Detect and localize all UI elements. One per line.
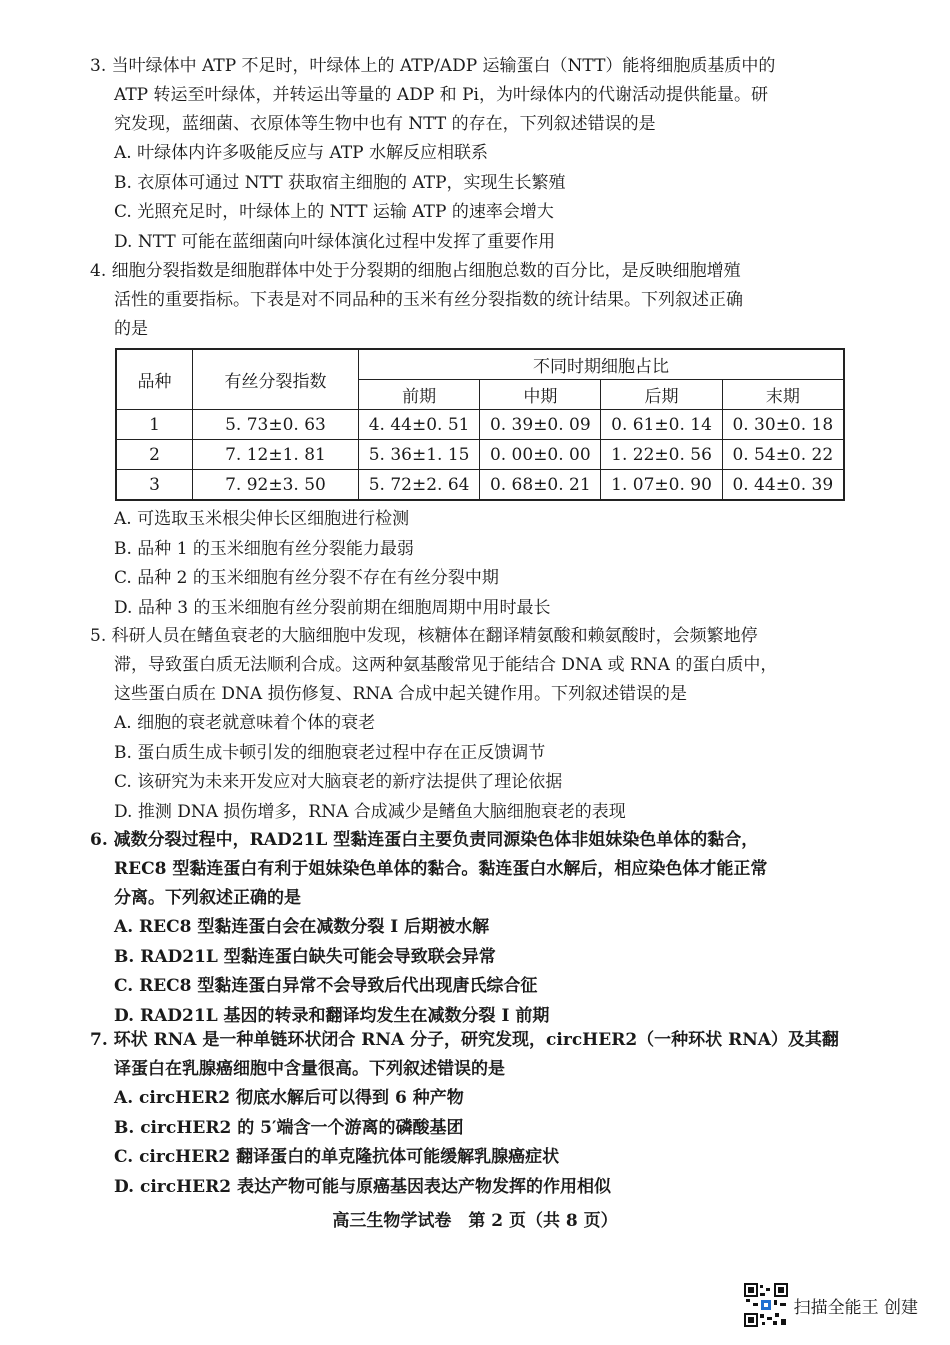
question-4-stem [90,257,860,344]
table-row [116,470,844,501]
question-5 [90,622,860,827]
table-cell: 4. 44±0. 51 [359,410,480,440]
option-b: B. 蛋白质生成卡顿引发的细胞衰老过程中存在正反馈调节 [114,742,546,763]
stem-line: 7. 环状 RNA 是一种单链环状闭合 RNA 分子，研究发现，circHER2（一种环状 RNA）及其翻 [90,1030,839,1050]
table-row [116,410,844,440]
table-cell: 7. 92±3. 50 [193,470,359,501]
option-d: D. 品种 3 的玉米细胞有丝分裂前期在细胞周期中用时最长 [114,597,551,618]
stem-line: 4. 细胞分裂指数是细胞群体中处于分裂期的细胞占细胞总数的百分比，是反映细胞增殖 [90,261,741,281]
question-3 [90,52,860,257]
scanner-label: 扫描全能王 创建 [793,1297,918,1318]
table-cell: 7. 12±1. 81 [193,440,359,470]
table-cell: 5. 73±0. 63 [193,410,359,440]
question-7 [90,1026,860,1202]
table-row [116,440,844,470]
table-cell: 0. 00±0. 00 [480,440,601,470]
stem-line: REC8 型黏连蛋白有利于姐妹染色单体的黏合。黏连蛋白水解后，相应染色体才能正常 [114,859,768,879]
option-d: D. NTT 可能在蓝细菌向叶绿体演化过程中发挥了重要作用 [114,231,556,252]
page-footer: 高三生物学试卷 第 2 页（共 8 页） [332,1211,618,1231]
option-a: A. 可选取玉米根尖伸长区细胞进行检测 [114,509,410,529]
qr-code-icon [744,1283,788,1327]
question-6-stem [90,826,860,913]
question-4 [90,257,860,344]
option-d: D. 推测 DNA 损伤增多，RNA 合成减少是鳍鱼大脑细胞衰老的表现 [114,801,626,822]
stem-line: 的是 [114,319,148,339]
stem-line: 6. 减数分裂过程中，RAD21L 型黏连蛋白主要负责同源染色体非姐妹染色单体的黏合， [90,830,759,850]
header-mitotic-index: 有丝分裂指数 [193,349,359,410]
header-variety: 品种 [116,349,193,410]
option-b: B. 品种 1 的玉米细胞有丝分裂能力最弱 [114,538,414,559]
option-a: A. 细胞的衰老就意味着个体的衰老 [114,713,376,733]
option-d: D. RAD21L 基因的转录和翻译均发生在减数分裂 I 前期 [114,1005,550,1026]
stem-line: 这些蛋白质在 DNA 损伤修复、RNA 合成中起关键作用。下列叙述错误的是 [114,684,687,704]
question-6 [90,826,860,1031]
stem-line: 活性的重要指标。下表是对不同品种的玉米有丝分裂指数的统计结果。下列叙述正确 [114,290,743,310]
scanner-watermark [744,1283,918,1327]
table-cell: 5. 36±1. 15 [359,440,480,470]
header-prophase: 前期 [359,380,480,410]
table-cell: 0. 39±0. 09 [480,410,601,440]
question-4-options [90,505,860,623]
option-c: C. REC8 型黏连蛋白异常不会导致后代出现唐氏综合征 [114,976,538,996]
option-c: C. 光照充足时，叶绿体上的 NTT 运输 ATP 的速率会增大 [114,202,554,222]
option-b: B. 衣原体可通过 NTT 获取宿主细胞的 ATP，实现生长繁殖 [114,172,566,193]
stem-line: 5. 科研人员在鳍鱼衰老的大脑细胞中发现，核糖体在翻译精氨酸和赖氨酸时，会频繁地停 [90,626,758,646]
stem-line: 译蛋白在乳腺癌细胞中含量很高。下列叙述错误的是 [114,1059,505,1079]
option-b: B. circHER2 的 5′端含一个游离的磷酸基团 [114,1117,464,1138]
table-cell: 1. 07±0. 90 [601,470,722,501]
question-5-stem [90,622,860,709]
table-cell: 1. 22±0. 56 [601,440,722,470]
table-cell: 0. 54±0. 22 [722,440,844,470]
option-a: A. 叶绿体内许多吸能反应与 ATP 水解反应相联系 [114,143,489,163]
question-7-stem [90,1026,860,1084]
option-a: A. circHER2 彻底水解后可以得到 6 种产物 [114,1088,464,1108]
mitosis-index-table [115,348,845,501]
table-cell: 0. 68±0. 21 [480,470,601,501]
header-metaphase: 中期 [480,380,601,410]
option-d: D. circHER2 表达产物可能与原癌基因表达产物发挥的作用相似 [114,1176,611,1197]
question-3-stem [90,52,860,139]
table-cell: 3 [116,470,193,501]
option-c: C. 品种 2 的玉米细胞有丝分裂不存在有丝分裂中期 [114,568,499,588]
stem-line: 3. 当叶绿体中 ATP 不足时，叶绿体上的 ATP/ADP 运输蛋白（NTT）能将细胞质基质中的 [90,56,776,76]
header-phase-group: 不同时期细胞占比 [359,349,845,380]
header-anaphase: 后期 [601,380,722,410]
option-c: C. 该研究为未来开发应对大脑衰老的新疗法提供了理论依据 [114,772,563,792]
option-a: A. REC8 型黏连蛋白会在减数分裂 I 后期被水解 [114,917,490,937]
option-c: C. circHER2 翻译蛋白的单克隆抗体可能缓解乳腺癌症状 [114,1147,560,1167]
stem-line: 分离。下列叙述正确的是 [114,888,301,908]
stem-line: ATP 转运至叶绿体，并转运出等量的 ADP 和 Pi，为叶绿体内的代谢活动提供能量。研 [114,85,768,105]
table-cell: 1 [116,410,193,440]
header-telophase: 末期 [722,380,844,410]
option-b: B. RAD21L 型黏连蛋白缺失可能会导致联会异常 [114,946,496,967]
table-cell: 0. 30±0. 18 [722,410,844,440]
table-cell: 5. 72±2. 64 [359,470,480,501]
table-cell: 0. 44±0. 39 [722,470,844,501]
stem-line: 滞，导致蛋白质无法顺利合成。这两种氨基酸常见于能结合 DNA 或 RNA 的蛋白质中， [114,655,778,675]
table-cell: 2 [116,440,193,470]
stem-line: 究发现，蓝细菌、衣原体等生物中也有 NTT 的存在，下列叙述错误的是 [114,114,656,134]
table-cell: 0. 61±0. 14 [601,410,722,440]
